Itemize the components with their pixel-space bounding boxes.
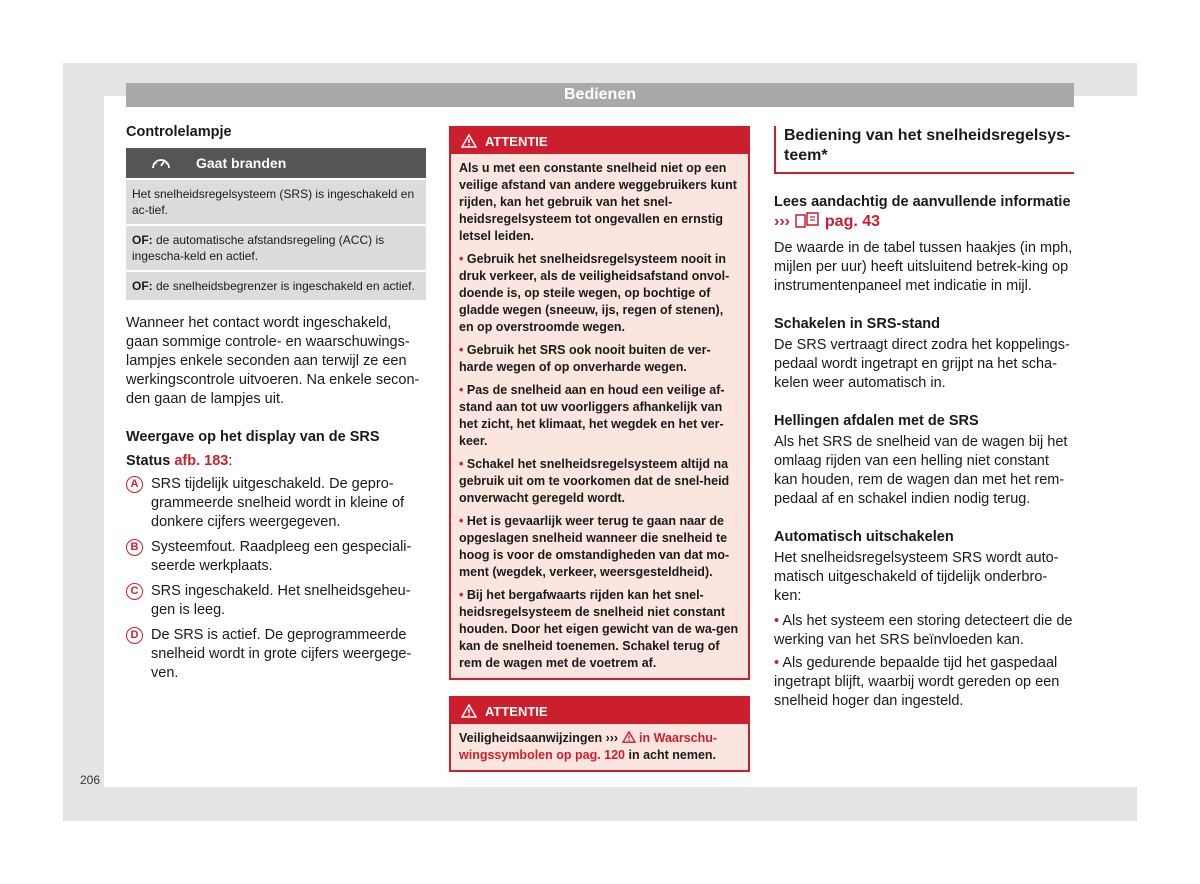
warning-header	[451, 128, 748, 154]
status-line: Status afb. 183:	[126, 453, 233, 469]
paragraph: De SRS vertraagt direct zodra het koppelings-pedaal wordt ingetrapt en grijpt na het scha-kelen weer automatisch in.	[774, 337, 1070, 391]
warning-bullet: • Schakel het snelheidsregelsysteem altijd na gebruik uit om te voorkomen dat de snel-heid onverwacht geregeld wordt.	[459, 457, 730, 505]
bullet-icon: •	[774, 613, 783, 629]
bullet-icon: •	[774, 655, 783, 671]
warning-bullet: • Pas de snelheid aan en houd een veilige af-stand aan tot uw voorliggers afhankelijk van het zicht, het klimaat, het wegdek en het ver-keer.	[459, 383, 725, 448]
table-row: OF: de snelheidsbegrenzer is ingeschakeld en actief.	[126, 272, 426, 300]
warning-box-main	[449, 126, 750, 680]
read-link-line: ››› pag. 43	[774, 213, 881, 230]
list-item: B Systeemfout. Raadpleeg een gespeciali-seerde werkplaats.	[126, 538, 426, 576]
warning-bullet: • Gebruik het SRS ook nooit buiten de ver-harde wegen of op onverharde wegen.	[459, 343, 711, 374]
list-item: A SRS tijdelijk uitgeschakeld. De gepro-grammeerde snelheid wordt in kleine of donkere cijfers weergegeven.	[126, 475, 426, 532]
bullet-icon: •	[459, 383, 467, 397]
srs-heading: Schakelen in SRS-stand	[774, 316, 940, 332]
warning-triangle-icon	[622, 731, 636, 743]
intro-paragraph: Wanneer het contact wordt ingeschakeld, gaan sommige controle- en waarschuwings-lampjes enkele seconden aan terwijl ze een werkingscontrole uitvoeren. Na enkele secon-den gaan de lampjes uit.	[126, 315, 420, 407]
bullet-icon: •	[459, 252, 467, 266]
table-header	[126, 148, 426, 178]
table-header-label: Gaat branden	[196, 155, 287, 171]
column-left	[126, 124, 426, 683]
badge-b: B	[126, 539, 143, 556]
list-item: • Als gedurende bepaalde tijd het gaspedaal ingetrapt blijft, waarbij wordt gereden op een snelheid hoger dan ingesteld.	[774, 655, 1060, 709]
page-43-link[interactable]: pag. 43	[824, 213, 881, 230]
warning-triangle-icon	[461, 134, 477, 148]
display-heading: Weergave op het display van de SRS	[126, 429, 380, 445]
controlelampje-heading: Controlelampje	[126, 124, 232, 140]
warning-bullet: • Het is gevaarlijk weer terug te gaan naar de opgeslagen snelheid wanneer die snelheid te hoog is voor de omstandigheden van dat mo-ment (wegdek, verkeer, weersgesteldheid).	[459, 514, 730, 579]
status-list	[126, 475, 426, 683]
warning-body	[451, 154, 748, 678]
warning-triangle-icon	[461, 704, 477, 718]
column-middle	[449, 126, 750, 772]
warning-title: ATTENTIE	[485, 703, 548, 719]
warning-bullet: • Gebruik het snelheidsregelsysteem nooit in druk verkeer, als de veiligheidsafstand onvol-doende is, op steile wegen, op bochtige of gladde wegen (sneeuw, ijs, regen of stenen), en op overstroomde wegen.	[459, 252, 730, 334]
warning-box-secondary	[449, 696, 750, 772]
speedometer-icon	[126, 154, 196, 172]
badge-c: C	[126, 583, 143, 600]
warning-lamp-table	[126, 148, 426, 300]
warning-intro: Als u met een constante snelheid niet op een veilige afstand van andere weggebruikers kunt rijden, kan het gebruik van het snel-heidsregelsysteem tot ongevallen en ernstig letsel leiden.	[459, 161, 737, 243]
badge-a: A	[126, 476, 143, 493]
paragraph: Het snelheidsregelsysteem SRS wordt auto-matisch uitgeschakeld of tijdelijk onderbro-ken:	[774, 550, 1059, 604]
bullet-icon: •	[459, 514, 467, 528]
warning-symbols-link[interactable]: in Waarschu-wingssymbolen op pag. 120	[459, 731, 718, 762]
figure-link[interactable]: afb. 183	[174, 453, 229, 469]
table-row: OF: de automatische afstandsregeling (ACC) is ingescha-keld en actief.	[126, 226, 426, 270]
column-right	[774, 126, 1074, 711]
read-heading: Lees aandachtig de aanvullende informatie	[774, 194, 1071, 210]
warning-bullet: • Bij het bergafwaarts rijden kan het snel-heidsregelsysteem de snelheid niet constant houden. Door het eigen gewicht van de wa-gen kan de snelheid toenemen. Schakel terug of rem de wagen met de voetrem af.	[459, 588, 739, 670]
badge-d: D	[126, 627, 143, 644]
list-item: D De SRS is actief. De geprogrammeerde snelheid wordt in grote cijfers weergege-ven.	[126, 626, 426, 683]
hellingen-heading: Hellingen afdalen met de SRS	[774, 413, 979, 429]
table-row: Het snelheidsregelsysteem (SRS) is ingeschakeld en ac-tief.	[126, 180, 426, 224]
section-header: Bedienen	[126, 83, 1074, 107]
warning-title: ATTENTIE	[485, 133, 548, 149]
list-item: • Als het systeem een storing detecteert die de werking van het SRS beïnvloeden kan.	[774, 613, 1073, 648]
book-icon	[794, 213, 824, 230]
warning-header	[451, 698, 748, 724]
auto-heading: Automatisch uitschakelen	[774, 529, 954, 545]
page-number: 206	[80, 773, 101, 787]
bullet-icon: •	[459, 343, 467, 357]
bullet-icon: •	[459, 588, 467, 602]
list-item: C SRS ingeschakeld. Het snelheidsgeheu-gen is leeg.	[126, 582, 426, 620]
paragraph: Als het SRS de snelheid van de wagen bij het omlaag rijden van een helling niet constant kan houden, rem de wagen dan met het rem-pedaal af en schakel indien nodig terug.	[774, 434, 1068, 507]
bullet-icon: •	[459, 457, 467, 471]
paragraph: De waarde in de tabel tussen haakjes (in mph, mijlen per uur) heeft uitsluitend betrek-king op instrumentenpaneel met indicatie in mijl.	[774, 240, 1073, 294]
warning-body: Veiligheidsaanwijzingen ››› in Waarschu-wingssymbolen op pag. 120 in acht nemen.	[459, 731, 718, 762]
section-title: Bediening van het snelheidsregelsys-teem*	[784, 127, 1071, 164]
section-title-block	[774, 126, 1074, 174]
